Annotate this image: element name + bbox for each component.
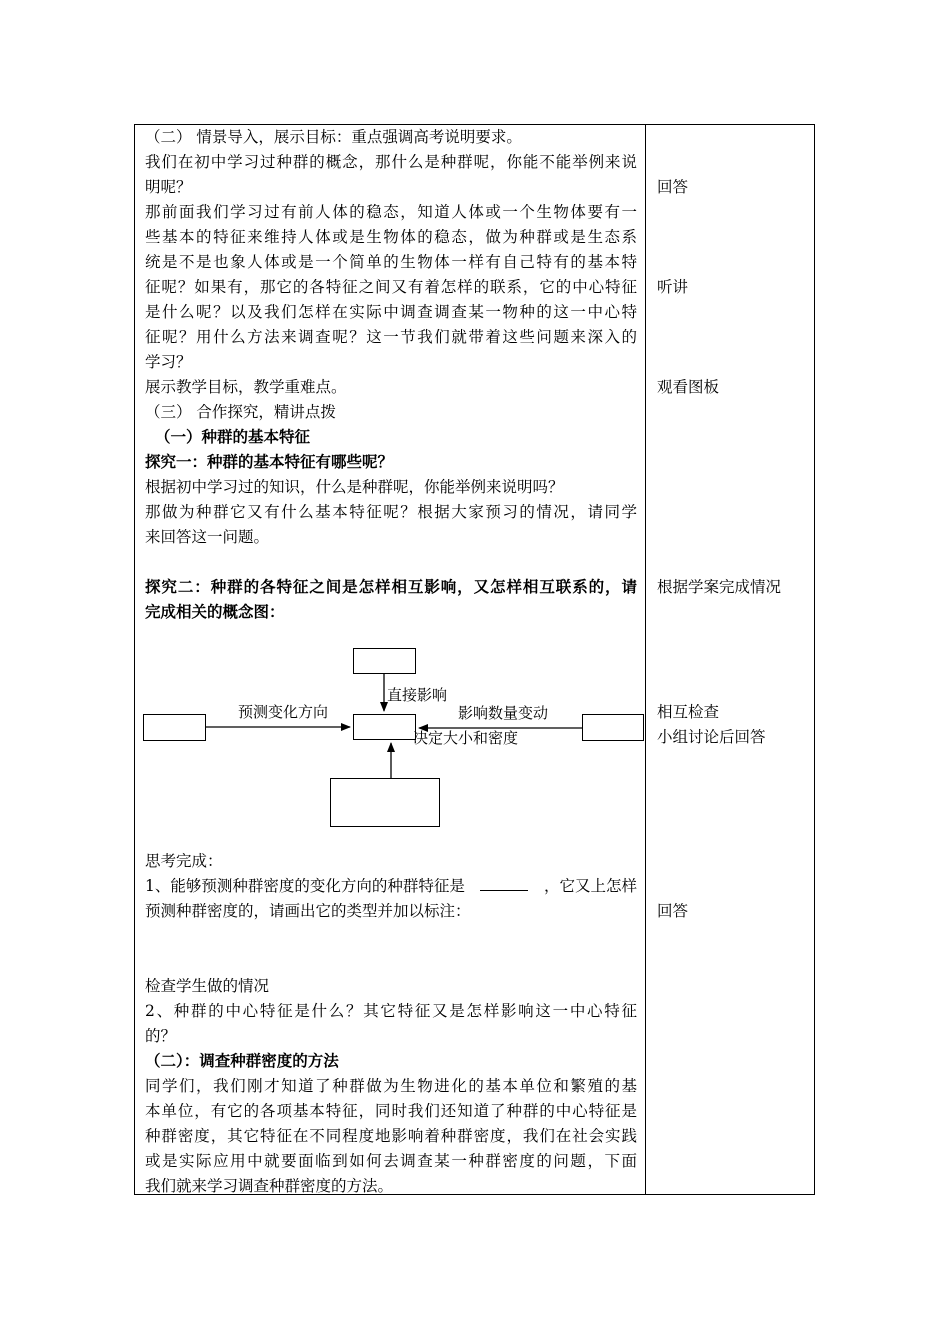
question-1-start: 1、能够预测种群密度的变化方向的种群特征是	[145, 877, 465, 895]
text-line: 些基本的特征来维持人体或是生物体的稳态，做为种群或是生态系	[145, 228, 637, 246]
concept-box-center	[353, 714, 416, 740]
label-direct-influence: 直接影响	[387, 686, 448, 704]
label-decide-size-density: 决定大小和密度	[413, 729, 519, 747]
student-activity: 根据学案完成情况	[657, 578, 782, 596]
text-line: 预测种群密度的，请画出它的类型并加以标注：	[145, 902, 471, 920]
text-line: 我们在初中学习过种群的概念，那什么是种群呢，你能不能举例来说	[145, 153, 637, 171]
text-line: 来回答这一问题。	[145, 528, 270, 546]
question-1-end: ，它又上怎样	[543, 877, 637, 895]
concept-box-top	[353, 648, 416, 674]
student-activity: 听讲	[657, 278, 689, 296]
concept-box-bottom	[330, 778, 440, 827]
text-line: 我们就来学习调查种群密度的方法。	[145, 1177, 394, 1195]
inquiry-heading-2: 探究二：种群的各特征之间是怎样相互影响，又怎样相互联系的，请	[145, 577, 637, 596]
student-activity: 观看图板	[657, 378, 720, 396]
inquiry-heading-1: 探究一：种群的基本特征有哪些呢？	[145, 452, 394, 471]
text-line: 是什么呢？以及我们怎样在实际中调查调查某一物种的这一中心特	[145, 303, 637, 321]
text-line: 的？	[145, 1027, 177, 1045]
text-line: 统是不是也象人体或是一个简单的生物体一样有自己特有的基本特	[145, 253, 637, 271]
text-line: 那前面我们学习过有前人体的稳态，知道人体或一个生物体要有一	[145, 203, 637, 221]
inquiry-heading-2-cont: 完成相关的概念图：	[145, 602, 285, 621]
text-line: 征呢？用什么方法来调查呢？这一节我们就带着这些问题来深入的	[145, 328, 637, 346]
concept-box-left	[143, 714, 206, 741]
text-line: 或是实际应用中就要面临到如何去调查某一种群密度的问题，下面	[145, 1152, 637, 1170]
section-heading-explore: （三） 合作探究，精讲点拨	[145, 403, 336, 421]
fill-in-blank	[480, 876, 528, 891]
text-line: 学习？	[145, 353, 192, 371]
student-activity: 回答	[657, 902, 689, 920]
text-line: 检查学生做的情况	[145, 977, 270, 995]
subsection-heading-2: （二）：调查种群密度的方法	[145, 1051, 339, 1070]
section-heading-intro: （二） 情景导入，展示目标：重点强调高考说明要求。	[145, 128, 522, 146]
label-predict-direction: 预测变化方向	[238, 703, 329, 721]
student-activity: 小组讨论后回答	[657, 728, 766, 746]
text-line: 展示教学目标，教学重难点。	[145, 378, 347, 396]
concept-box-right	[582, 714, 644, 741]
question-1	[145, 876, 637, 896]
question-2: 2、种群的中心特征是什么？其它特征又是怎样影响这一中心特征	[145, 1002, 637, 1020]
subsection-heading: （一）种群的基本特征	[155, 427, 311, 446]
text-line: 根据初中学习过的知识，什么是种群呢，你能举例来说明吗？	[145, 478, 564, 496]
text-line: 征呢？如果有，那它的各特征之间又有着怎样的联系，它的中心特征	[145, 278, 637, 296]
text-line: 同学们，我们刚才知道了种群做为生物进化的基本单位和繁殖的基	[145, 1077, 637, 1095]
student-activity: 回答	[657, 178, 689, 196]
label-affect-quantity: 影响数量变动	[458, 704, 549, 722]
text-line: 种群密度，其它特征在不同程度地影响着种群密度，我们在社会实践	[145, 1127, 637, 1145]
text-line: 本单位，有它的各项基本特征，同时我们还知道了种群的中心特征是	[145, 1102, 637, 1120]
text-line: 那做为种群它又有什么基本特征呢？根据大家预习的情况，请同学	[145, 503, 637, 521]
student-activity: 相互检查	[657, 703, 720, 721]
text-line: 明呢？	[145, 178, 192, 196]
text-line: 思考完成：	[145, 852, 223, 870]
